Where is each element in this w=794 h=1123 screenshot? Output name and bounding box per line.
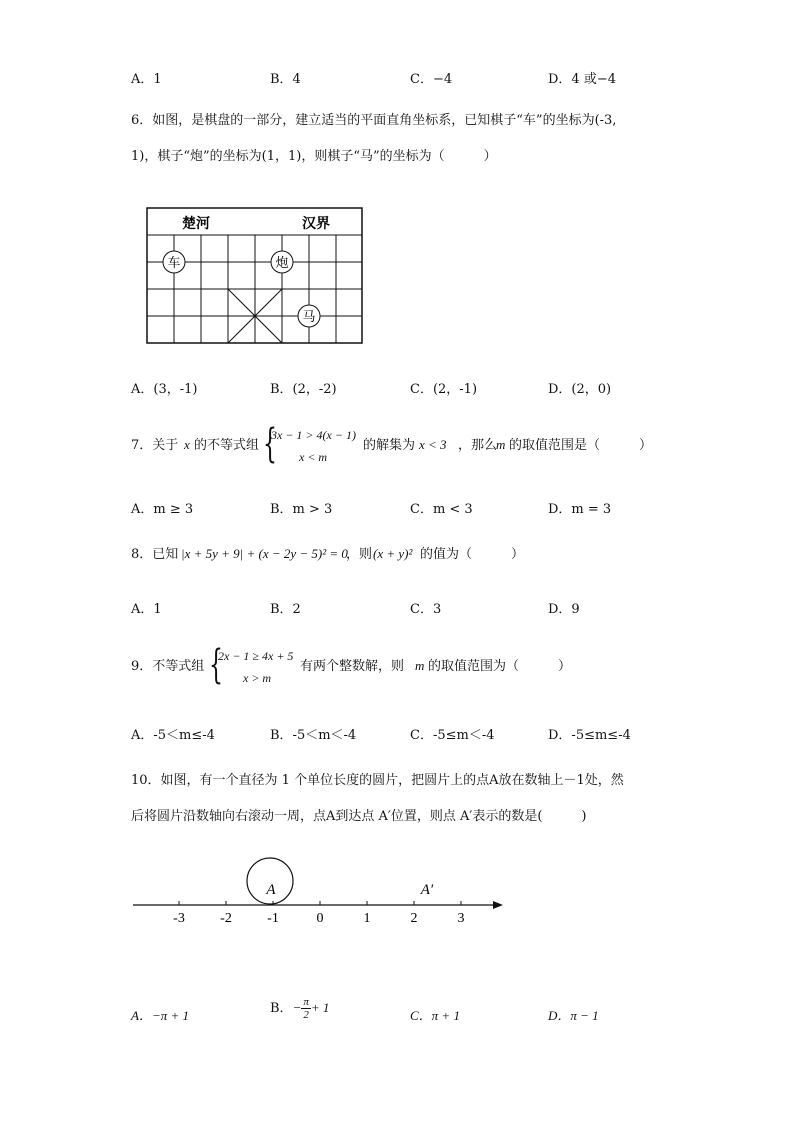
q5-option-c: C．−4 bbox=[410, 72, 453, 87]
q7-option-c: C．m < 3 bbox=[410, 502, 473, 517]
chessboard-figure bbox=[140, 203, 370, 348]
q7-var-x: x bbox=[184, 437, 190, 452]
board-label-chuhe: 楚河 bbox=[182, 216, 210, 232]
q8-expression2: (x + y)² bbox=[373, 546, 413, 561]
q8-suffix: 的值为（ ） bbox=[420, 547, 525, 562]
q9-suffix: 的取值范围为（ ） bbox=[428, 659, 572, 674]
q6-text-line2: 1)，棋子“炮”的坐标为(1，1)，则棋子“马”的坐标为（ ） bbox=[131, 149, 497, 164]
q6-text-line1: 6．如图，是棋盘的一部分，建立适当的平面直角坐标系，已知棋子“车”的坐标为(-3, bbox=[131, 113, 617, 128]
q9-system-line1: 2x − 1 ≥ 4x + 5 bbox=[218, 649, 294, 663]
q7-suffix1: 的解集为 bbox=[363, 438, 416, 453]
q9-var-m: m bbox=[415, 658, 425, 673]
axis-arrow-icon bbox=[493, 901, 503, 909]
q8-option-c: C．3 bbox=[410, 602, 442, 617]
piece-che: 车 bbox=[167, 256, 181, 271]
q9-option-a: A．-5＜m≤-4 bbox=[131, 728, 215, 743]
q10-option-b-sign: − bbox=[292, 1000, 302, 1015]
fraction-numerator: π bbox=[303, 996, 309, 1008]
q9-option-c: C．-5≤m＜-4 bbox=[410, 728, 495, 743]
q7-option-b: B．m > 3 bbox=[270, 502, 333, 517]
q6-option-b: B．(2，-2) bbox=[270, 382, 337, 397]
q5-option-b: B．4 bbox=[270, 72, 301, 87]
q10-text-line1: 10．如图，有一个直径为 1 个单位长度的圆片，把圆片上的点A放在数轴上－1处，然 bbox=[131, 773, 624, 788]
number-line-figure bbox=[125, 850, 515, 930]
q9-mid: 有两个整数解，则 bbox=[300, 659, 405, 674]
q8-prefix: 8．已知 bbox=[131, 547, 179, 562]
q9-option-b: B．-5＜m＜-4 bbox=[270, 728, 357, 743]
q9-system-line2: x > m bbox=[243, 671, 272, 685]
q6-option-c: C．(2，-1) bbox=[410, 382, 478, 397]
axis-tick-label: -1 bbox=[267, 911, 279, 926]
q9-option-d: D．-5≤m≤-4 bbox=[548, 728, 631, 743]
point-a-label: A bbox=[266, 882, 276, 898]
q7-suffix3: 的取值范围是（ ） bbox=[509, 438, 653, 453]
q7-option-d: D．m = 3 bbox=[548, 502, 612, 517]
q7-mid: 的不等式组 bbox=[194, 438, 260, 453]
axis-tick-label: 3 bbox=[457, 911, 465, 926]
q8-option-a: A．1 bbox=[131, 602, 162, 617]
axis-tick-label: 1 bbox=[363, 911, 371, 926]
q10-option-a: A．−π + 1 bbox=[131, 1008, 189, 1023]
q5-option-d: D．4 或−4 bbox=[548, 72, 616, 87]
q7-system-line1: 3x − 1 > 4(x − 1) bbox=[271, 428, 356, 442]
axis-tick-label: 2 bbox=[410, 911, 418, 926]
q6-option-d: D．(2，0) bbox=[548, 382, 612, 397]
axis-tick-label: 0 bbox=[316, 911, 324, 926]
fraction-denominator: 2 bbox=[303, 1009, 309, 1021]
q10-option-d: D．π − 1 bbox=[548, 1008, 599, 1023]
q10-option-b-label: B． bbox=[270, 1001, 293, 1016]
axis-tick-label: -3 bbox=[173, 911, 185, 926]
q9-brace: { bbox=[209, 642, 223, 688]
q8-option-b: B．2 bbox=[270, 602, 301, 617]
q7-system-line2: x < m bbox=[299, 450, 328, 464]
axis-tick-label: -2 bbox=[220, 911, 232, 926]
q7-condition: x < 3 bbox=[419, 437, 447, 452]
q10-option-c: C．π + 1 bbox=[410, 1008, 460, 1023]
piece-pao: 炮 bbox=[275, 256, 289, 271]
board-label-hanjie: 汉界 bbox=[302, 216, 330, 232]
q7-suffix2: ，那么 bbox=[458, 438, 498, 453]
q10-option-b bbox=[270, 996, 329, 1021]
q7-var-m: m bbox=[496, 437, 506, 452]
q10-option-b-tail: + 1 bbox=[310, 1000, 330, 1015]
piece-ma: 马 bbox=[302, 310, 316, 325]
q7-brace: { bbox=[263, 421, 277, 467]
q8-mid: ，则 bbox=[346, 547, 373, 562]
point-a-prime-label: A′ bbox=[420, 882, 434, 898]
q10-text-line2: 后将圆片沿数轴向右滚动一周，点A到达点 A′位置，则点 A′表示的数是( ) bbox=[131, 809, 587, 824]
q8-option-d: D．9 bbox=[548, 602, 580, 617]
q8-expression: |x + 5y + 9| + (x − 2y − 5)² = 0 bbox=[181, 546, 348, 561]
q7-option-a: A．m ≥ 3 bbox=[131, 502, 194, 517]
q6-option-a: A．(3，-1) bbox=[131, 382, 198, 397]
q9-prefix: 9．不等式组 bbox=[131, 659, 205, 674]
q10-option-b-fraction bbox=[301, 996, 311, 1021]
q5-option-a: A．1 bbox=[131, 72, 162, 87]
q7-prefix: 7．关于 bbox=[131, 438, 179, 453]
